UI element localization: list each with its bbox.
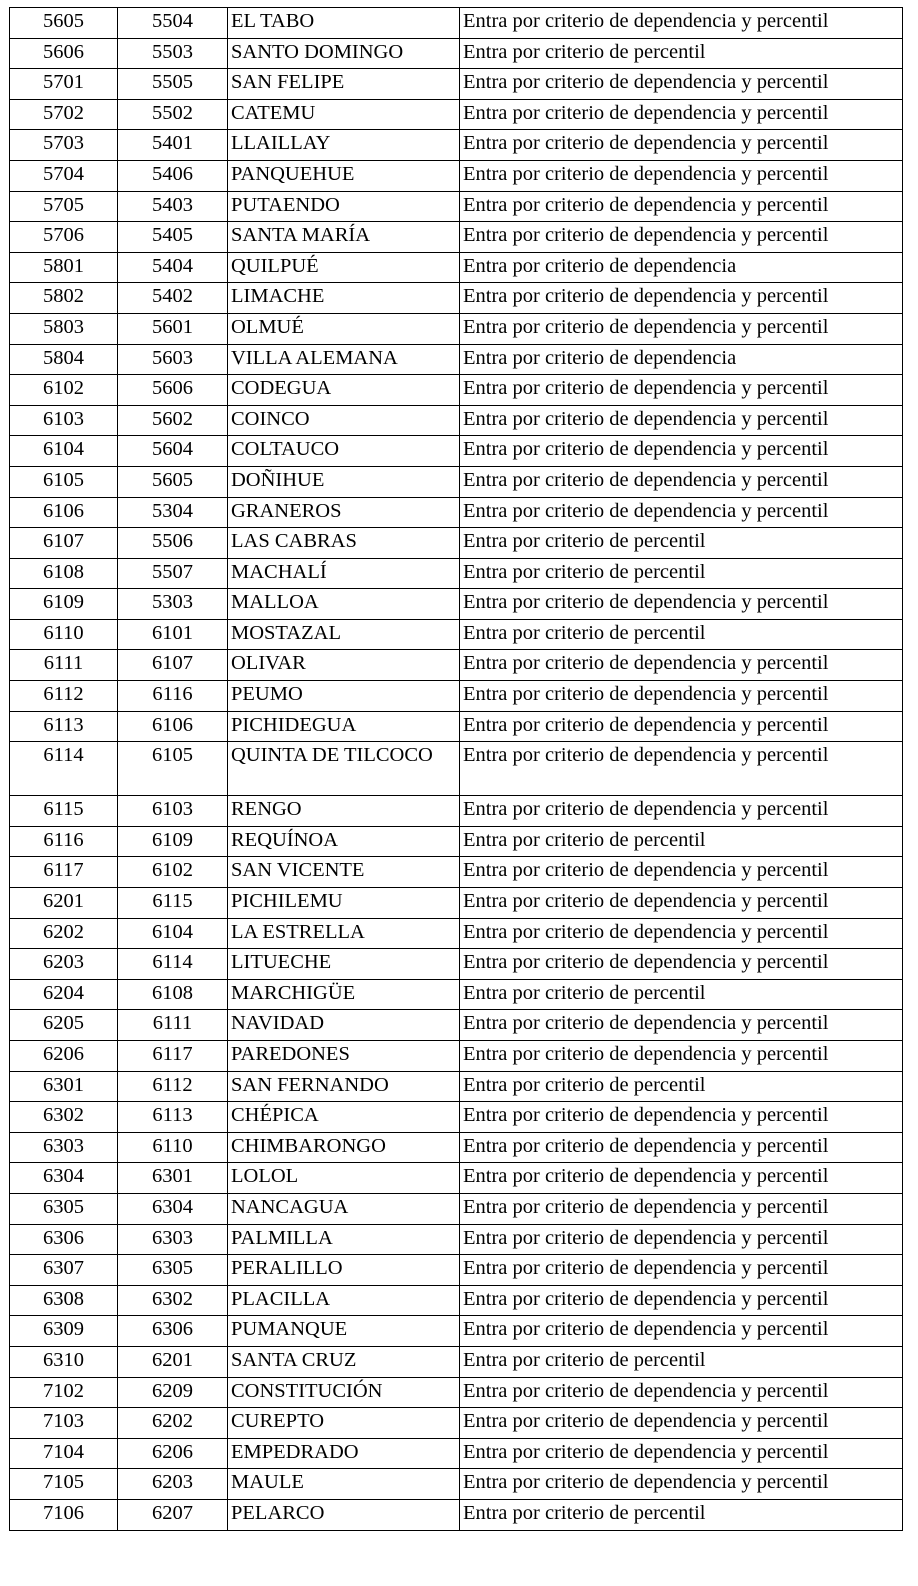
commune-cell: PANQUEHUE [228, 160, 460, 191]
old-code-cell: 6302 [118, 1285, 228, 1316]
commune-cell: NAVIDAD [228, 1010, 460, 1041]
old-code-cell: 6110 [118, 1132, 228, 1163]
criterion-cell: Entra por criterio de dependencia [460, 252, 903, 283]
old-code-cell: 5304 [118, 497, 228, 528]
criterion-cell: Entra por criterio de dependencia y percentil [460, 8, 903, 39]
criterion-cell: Entra por criterio de dependencia y percentil [460, 1224, 903, 1255]
table-row [10, 69, 903, 100]
table-row [10, 313, 903, 344]
criterion-cell: Entra por criterio de dependencia y percentil [460, 1041, 903, 1072]
old-code-cell: 6104 [118, 918, 228, 949]
code-cell: 5605 [10, 8, 118, 39]
commune-cell: CHIMBARONGO [228, 1132, 460, 1163]
table-row [10, 1041, 903, 1072]
old-code-cell: 6117 [118, 1041, 228, 1072]
table-row [10, 1499, 903, 1530]
table-row [10, 283, 903, 314]
commune-cell: PLACILLA [228, 1285, 460, 1316]
code-cell: 5703 [10, 130, 118, 161]
code-cell: 6114 [10, 742, 118, 796]
code-cell: 6309 [10, 1316, 118, 1347]
table-row [10, 222, 903, 253]
commune-cell: MARCHIGÜE [228, 979, 460, 1010]
commune-cell: PERALILLO [228, 1255, 460, 1286]
table-row [10, 1010, 903, 1041]
code-cell: 6105 [10, 466, 118, 497]
code-cell: 6115 [10, 796, 118, 827]
criterion-cell: Entra por criterio de dependencia y percentil [460, 1010, 903, 1041]
commune-cell: LITUECHE [228, 949, 460, 980]
old-code-cell: 5604 [118, 436, 228, 467]
table-row [10, 558, 903, 589]
code-cell: 6104 [10, 436, 118, 467]
old-code-cell: 6105 [118, 742, 228, 796]
criterion-cell: Entra por criterio de dependencia y percentil [460, 742, 903, 796]
old-code-cell: 5406 [118, 160, 228, 191]
old-code-cell: 5303 [118, 589, 228, 620]
code-cell: 5803 [10, 313, 118, 344]
commune-cell: LA ESTRELLA [228, 918, 460, 949]
table-row [10, 888, 903, 919]
code-cell: 6206 [10, 1041, 118, 1072]
table-row [10, 191, 903, 222]
criterion-cell: Entra por criterio de dependencia y percentil [460, 99, 903, 130]
old-code-cell: 6305 [118, 1255, 228, 1286]
old-code-cell: 6102 [118, 857, 228, 888]
old-code-cell: 5402 [118, 283, 228, 314]
old-code-cell: 6107 [118, 650, 228, 681]
code-cell: 6108 [10, 558, 118, 589]
table-row [10, 796, 903, 827]
table-row [10, 1438, 903, 1469]
criterion-cell: Entra por criterio de dependencia y percentil [460, 949, 903, 980]
criterion-cell: Entra por criterio de dependencia y percentil [460, 1193, 903, 1224]
table-row [10, 711, 903, 742]
table-row [10, 1255, 903, 1286]
communes-table [9, 7, 903, 1531]
criterion-cell: Entra por criterio de dependencia y percentil [460, 436, 903, 467]
table-row [10, 1102, 903, 1133]
code-cell: 6102 [10, 375, 118, 406]
commune-cell: SANTO DOMINGO [228, 38, 460, 69]
commune-cell: PEUMO [228, 681, 460, 712]
code-cell: 5706 [10, 222, 118, 253]
old-code-cell: 5603 [118, 344, 228, 375]
criterion-cell: Entra por criterio de dependencia [460, 344, 903, 375]
table-row [10, 1163, 903, 1194]
table-row [10, 497, 903, 528]
code-cell: 6306 [10, 1224, 118, 1255]
old-code-cell: 5505 [118, 69, 228, 100]
old-code-cell: 5602 [118, 405, 228, 436]
criterion-cell: Entra por criterio de percentil [460, 1071, 903, 1102]
old-code-cell: 5502 [118, 99, 228, 130]
commune-cell: PAREDONES [228, 1041, 460, 1072]
table-row [10, 1071, 903, 1102]
old-code-cell: 6115 [118, 888, 228, 919]
code-cell: 5702 [10, 99, 118, 130]
commune-cell: LLAILLAY [228, 130, 460, 161]
old-code-cell: 5605 [118, 466, 228, 497]
old-code-cell: 6304 [118, 1193, 228, 1224]
code-cell: 6117 [10, 857, 118, 888]
code-cell: 7105 [10, 1469, 118, 1500]
commune-cell: RENGO [228, 796, 460, 827]
table-row [10, 1469, 903, 1500]
table-row [10, 949, 903, 980]
commune-cell: REQUÍNOA [228, 826, 460, 857]
old-code-cell: 6202 [118, 1408, 228, 1439]
criterion-cell: Entra por criterio de dependencia y percentil [460, 222, 903, 253]
commune-cell: COINCO [228, 405, 460, 436]
old-code-cell: 6207 [118, 1499, 228, 1530]
criterion-cell: Entra por criterio de percentil [460, 558, 903, 589]
old-code-cell: 6203 [118, 1469, 228, 1500]
old-code-cell: 5403 [118, 191, 228, 222]
commune-cell: CODEGUA [228, 375, 460, 406]
old-code-cell: 6116 [118, 681, 228, 712]
old-code-cell: 5507 [118, 558, 228, 589]
criterion-cell: Entra por criterio de dependencia y percentil [460, 681, 903, 712]
table-row [10, 742, 903, 796]
commune-cell: PELARCO [228, 1499, 460, 1530]
code-cell: 5804 [10, 344, 118, 375]
commune-cell: CATEMU [228, 99, 460, 130]
old-code-cell: 6306 [118, 1316, 228, 1347]
code-cell: 6301 [10, 1071, 118, 1102]
table-row [10, 589, 903, 620]
commune-cell: PICHIDEGUA [228, 711, 460, 742]
table-row [10, 1193, 903, 1224]
criterion-cell: Entra por criterio de percentil [460, 979, 903, 1010]
table-row [10, 99, 903, 130]
code-cell: 6303 [10, 1132, 118, 1163]
criterion-cell: Entra por criterio de dependencia y percentil [460, 1102, 903, 1133]
commune-cell: CONSTITUCIÓN [228, 1377, 460, 1408]
commune-cell: QUILPUÉ [228, 252, 460, 283]
commune-cell: SAN FERNANDO [228, 1071, 460, 1102]
commune-cell: MAULE [228, 1469, 460, 1500]
old-code-cell: 5606 [118, 375, 228, 406]
commune-cell: SAN FELIPE [228, 69, 460, 100]
old-code-cell: 6113 [118, 1102, 228, 1133]
table-row [10, 1224, 903, 1255]
table-row [10, 130, 903, 161]
table-row [10, 857, 903, 888]
criterion-cell: Entra por criterio de dependencia y percentil [460, 857, 903, 888]
table-row [10, 650, 903, 681]
commune-cell: PICHILEMU [228, 888, 460, 919]
old-code-cell: 5405 [118, 222, 228, 253]
table-row [10, 826, 903, 857]
criterion-cell: Entra por criterio de dependencia y percentil [460, 130, 903, 161]
commune-cell: SAN VICENTE [228, 857, 460, 888]
criterion-cell: Entra por criterio de dependencia y percentil [460, 375, 903, 406]
table-row [10, 1346, 903, 1377]
old-code-cell: 5506 [118, 528, 228, 559]
criterion-cell: Entra por criterio de percentil [460, 619, 903, 650]
code-cell: 7103 [10, 1408, 118, 1439]
code-cell: 6304 [10, 1163, 118, 1194]
criterion-cell: Entra por criterio de dependencia y percentil [460, 918, 903, 949]
table-row [10, 1377, 903, 1408]
old-code-cell: 6106 [118, 711, 228, 742]
criterion-cell: Entra por criterio de dependencia y percentil [460, 796, 903, 827]
code-cell: 6103 [10, 405, 118, 436]
code-cell: 6203 [10, 949, 118, 980]
criterion-cell: Entra por criterio de dependencia y percentil [460, 1316, 903, 1347]
criterion-cell: Entra por criterio de dependencia y percentil [460, 69, 903, 100]
criterion-cell: Entra por criterio de dependencia y percentil [460, 160, 903, 191]
commune-cell: MACHALÍ [228, 558, 460, 589]
document-page [9, 7, 902, 1531]
commune-cell: CUREPTO [228, 1408, 460, 1439]
criterion-cell: Entra por criterio de dependencia y percentil [460, 1285, 903, 1316]
old-code-cell: 6201 [118, 1346, 228, 1377]
criterion-cell: Entra por criterio de dependencia y percentil [460, 466, 903, 497]
commune-cell: NANCAGUA [228, 1193, 460, 1224]
criterion-cell: Entra por criterio de dependencia y percentil [460, 1377, 903, 1408]
code-cell: 6310 [10, 1346, 118, 1377]
criterion-cell: Entra por criterio de percentil [460, 528, 903, 559]
code-cell: 6302 [10, 1102, 118, 1133]
table-row [10, 1285, 903, 1316]
criterion-cell: Entra por criterio de dependencia y percentil [460, 650, 903, 681]
criterion-cell: Entra por criterio de percentil [460, 1499, 903, 1530]
commune-cell: PUMANQUE [228, 1316, 460, 1347]
criterion-cell: Entra por criterio de percentil [460, 826, 903, 857]
code-cell: 6305 [10, 1193, 118, 1224]
commune-cell: PUTAENDO [228, 191, 460, 222]
code-cell: 7106 [10, 1499, 118, 1530]
table-row [10, 436, 903, 467]
criterion-cell: Entra por criterio de dependencia y percentil [460, 1438, 903, 1469]
criterion-cell: Entra por criterio de dependencia y percentil [460, 283, 903, 314]
old-code-cell: 6111 [118, 1010, 228, 1041]
criterion-cell: Entra por criterio de dependencia y percentil [460, 711, 903, 742]
old-code-cell: 6103 [118, 796, 228, 827]
table-row [10, 375, 903, 406]
commune-cell: PALMILLA [228, 1224, 460, 1255]
criterion-cell: Entra por criterio de dependencia y percentil [460, 1163, 903, 1194]
old-code-cell: 5601 [118, 313, 228, 344]
table-row [10, 160, 903, 191]
table-row [10, 1132, 903, 1163]
table-row [10, 344, 903, 375]
code-cell: 6106 [10, 497, 118, 528]
criterion-cell: Entra por criterio de percentil [460, 38, 903, 69]
old-code-cell: 6112 [118, 1071, 228, 1102]
criterion-cell: Entra por criterio de dependencia y percentil [460, 1132, 903, 1163]
commune-cell: QUINTA DE TILCOCO [228, 742, 460, 796]
code-cell: 5801 [10, 252, 118, 283]
code-cell: 6112 [10, 681, 118, 712]
code-cell: 5606 [10, 38, 118, 69]
code-cell: 5705 [10, 191, 118, 222]
criterion-cell: Entra por criterio de dependencia y percentil [460, 888, 903, 919]
table-row [10, 252, 903, 283]
criterion-cell: Entra por criterio de dependencia y percentil [460, 1255, 903, 1286]
code-cell: 6202 [10, 918, 118, 949]
code-cell: 5802 [10, 283, 118, 314]
commune-cell: LAS CABRAS [228, 528, 460, 559]
old-code-cell: 6101 [118, 619, 228, 650]
old-code-cell: 6206 [118, 1438, 228, 1469]
old-code-cell: 5404 [118, 252, 228, 283]
table-row [10, 466, 903, 497]
commune-cell: EL TABO [228, 8, 460, 39]
code-cell: 6307 [10, 1255, 118, 1286]
old-code-cell: 5401 [118, 130, 228, 161]
old-code-cell: 6209 [118, 1377, 228, 1408]
table-body [10, 8, 903, 1531]
commune-cell: OLMUÉ [228, 313, 460, 344]
criterion-cell: Entra por criterio de dependencia y percentil [460, 589, 903, 620]
table-row [10, 38, 903, 69]
old-code-cell: 6301 [118, 1163, 228, 1194]
old-code-cell: 5503 [118, 38, 228, 69]
code-cell: 6107 [10, 528, 118, 559]
criterion-cell: Entra por criterio de dependencia y percentil [460, 313, 903, 344]
commune-cell: OLIVAR [228, 650, 460, 681]
code-cell: 6201 [10, 888, 118, 919]
commune-cell: LIMACHE [228, 283, 460, 314]
criterion-cell: Entra por criterio de percentil [460, 1346, 903, 1377]
commune-cell: SANTA MARÍA [228, 222, 460, 253]
table-row [10, 1408, 903, 1439]
table-row [10, 918, 903, 949]
commune-cell: DOÑIHUE [228, 466, 460, 497]
code-cell: 5704 [10, 160, 118, 191]
code-cell: 6308 [10, 1285, 118, 1316]
criterion-cell: Entra por criterio de dependencia y percentil [460, 1469, 903, 1500]
criterion-cell: Entra por criterio de dependencia y percentil [460, 191, 903, 222]
old-code-cell: 6109 [118, 826, 228, 857]
table-row [10, 405, 903, 436]
old-code-cell: 6114 [118, 949, 228, 980]
table-row [10, 681, 903, 712]
code-cell: 6205 [10, 1010, 118, 1041]
commune-cell: COLTAUCO [228, 436, 460, 467]
table-row [10, 979, 903, 1010]
code-cell: 7104 [10, 1438, 118, 1469]
code-cell: 6204 [10, 979, 118, 1010]
old-code-cell: 6303 [118, 1224, 228, 1255]
code-cell: 5701 [10, 69, 118, 100]
commune-cell: EMPEDRADO [228, 1438, 460, 1469]
commune-cell: VILLA ALEMANA [228, 344, 460, 375]
code-cell: 7102 [10, 1377, 118, 1408]
code-cell: 6116 [10, 826, 118, 857]
code-cell: 6110 [10, 619, 118, 650]
code-cell: 6113 [10, 711, 118, 742]
table-row [10, 528, 903, 559]
commune-cell: LOLOL [228, 1163, 460, 1194]
old-code-cell: 6108 [118, 979, 228, 1010]
commune-cell: MOSTAZAL [228, 619, 460, 650]
commune-cell: CHÉPICA [228, 1102, 460, 1133]
criterion-cell: Entra por criterio de dependencia y percentil [460, 1408, 903, 1439]
table-row [10, 619, 903, 650]
old-code-cell: 5504 [118, 8, 228, 39]
table-row [10, 1316, 903, 1347]
code-cell: 6111 [10, 650, 118, 681]
code-cell: 6109 [10, 589, 118, 620]
commune-cell: MALLOA [228, 589, 460, 620]
commune-cell: SANTA CRUZ [228, 1346, 460, 1377]
criterion-cell: Entra por criterio de dependencia y percentil [460, 405, 903, 436]
commune-cell: GRANEROS [228, 497, 460, 528]
table-row [10, 8, 903, 39]
criterion-cell: Entra por criterio de dependencia y percentil [460, 497, 903, 528]
